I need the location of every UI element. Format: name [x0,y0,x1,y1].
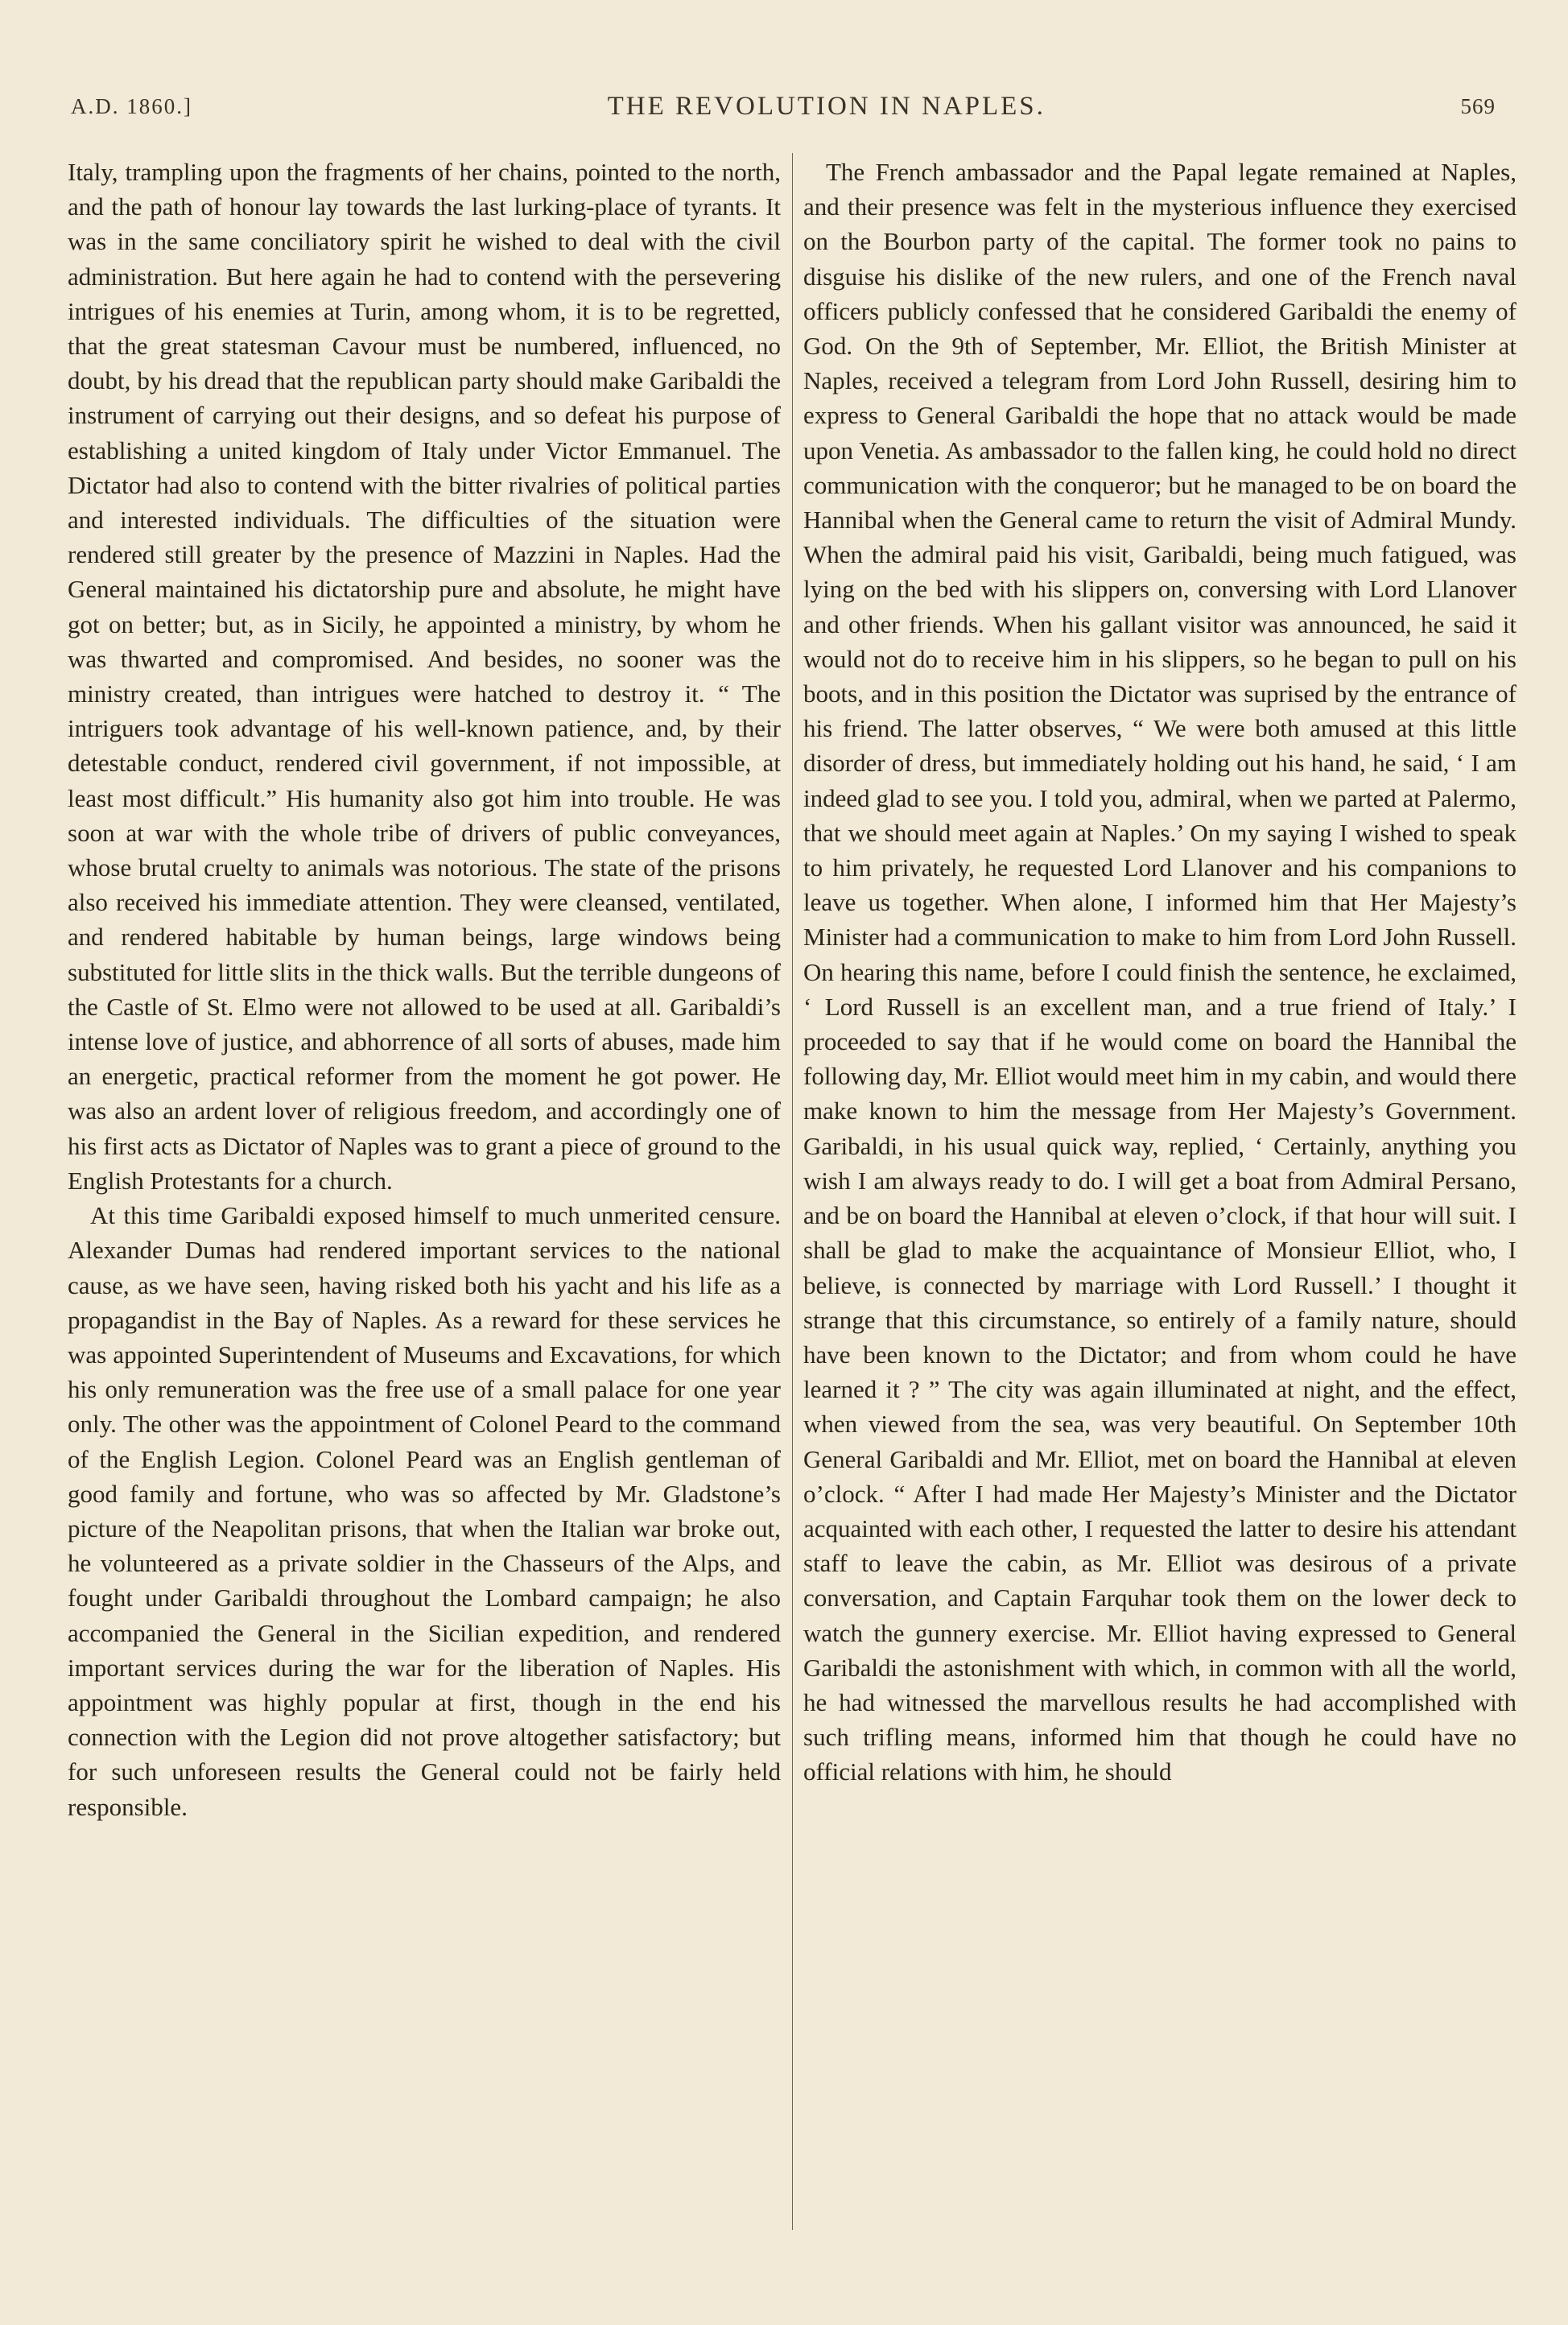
column-divider [792,153,793,2230]
right-column [803,155,1516,1790]
left-paragraph-2: At this time Garibaldi exposed himself to much unmerited censure. Alexander Dumas had rendered important services to the national cause, as we have seen, having risked both his yacht and his life as a propagandist in the Bay of Naples. As a reward for these services he was appointed Superintendent of Museums and Excavations, for which his only remuneration was the free use of a small palace for one year only. The other was the appointment of Colonel Peard to the command of the English Legion. Colonel Peard was an English gentleman of good family and fortune, who was so affected by Mr. Gladstone’s picture of the Neapolitan prisons, that when the Italian war broke out, he volunteered as a private soldier in the Chasseurs of the Alps, and fought under Garibaldi throughout the Lombard campaign; he also accompanied the General in the Sicilian expedition, and rendered important services during the war for the liberation of Naples. His appointment was highly popular at first, though in the end his connection with the Legion did not prove altogether satisfactory; but for such unforeseen results the General could not be fairly held responsible. [68,1201,781,1821]
page-number: 569 [1460,93,1496,118]
left-paragraph-1: Italy, trampling upon the fragments of her chains, pointed to the north, and the path of honour lay towards the last lurking-place of tyrants. It was in the same conciliatory spirit he wished to deal with the civil administration. But here again he had to contend with the persevering intrigues of his enemies at Turin, among whom, it is to be regretted, that the great statesman Cavour must be numbered, influenced, no doubt, by his dread that the republican party should make Garibaldi the instrument of carrying out their designs, and so defeat his purpose of establishing a united kingdom of Italy under Victor Emmanuel. The Dictator had also to contend with the bitter rivalries of political parties and interested individuals. The difficulties of the situation were rendered still greater by the presence of Mazzini in Naples. Had the General maintained his dictatorship pure and absolute, he might have got on better; but, as in Sicily, he appointed a ministry, by whom he was thwarted and compromised. And besides, no sooner was the ministry created, than intrigues were hatched to destroy it. “ The intriguers took advantage of his well-known patience, and, by their detestable conduct, rendered civil government, if not impossible, at least most difficult.” His humanity also got him into trouble. He was soon at war with the whole tribe of drivers of public conveyances, whose brutal cruelty to animals was notorious. The state of the prisons also received his immediate attention. They were cleansed, ventilated, and rendered habitable by human beings, large windows being substituted for little slits in the thick walls. But the terrible dungeons of the Castle of St. Elmo were not allowed to be used at all. Garibaldi’s intense love of justice, and abhorrence of all sorts of abuses, made him an energetic, practical reformer from the moment he got power. He was also an ardent lover of religious freedom, and accordingly one of his first acts as Dictator of Naples was to grant a piece of ground to the English Protestants for a church. [68,158,781,1195]
header-title: THE REVOLUTION IN NAPLES. [607,91,1046,121]
header-date: A.D. 1860.] [71,93,192,118]
running-head [71,87,1496,126]
right-paragraph-1: The French ambassador and the Papal legate remained at Naples, and their presence was felt in the mysterious influence they exercised on the Bourbon party of the capital. The former took no pains to disguise his dislike of the new rulers, and one of the French naval officers publicly confessed that he considered Garibaldi the enemy of God. On the 9th of September, Mr. Elliot, the British Minister at Naples, received a telegram from Lord John Russell, desiring him to express to General Garibaldi the hope that no attack would be made upon Venetia. As ambassador to the fallen king, he could hold no direct communication with the conqueror; but he managed to be on board the Hannibal when the General came to return the visit of Admiral Mundy. When the admiral paid his visit, Garibaldi, being much fatigued, was lying on the bed with his slippers on, conversing with Lord Llanover and other friends. When his gallant visitor was announced, he said it would not do to receive him in his slippers, so he began to pull on his boots, and in this position the Dictator was suprised by the entrance of his friend. The latter observes, “ We were both amused at this little disorder of dress, but immediately holding out his hand, he said, ‘ I am indeed glad to see you. I told you, admiral, when we parted at Palermo, that we should meet again at Naples.’ On my saying I wished to speak to him privately, he requested Lord Llanover and his companions to leave us together. When alone, I informed him that Her Majesty’s Minister had a communication to make to him from Lord John Russell. On hearing this name, before I could finish the sentence, he exclaimed, ‘ Lord Russell is an excellent man, and a true friend of Italy.’ I proceeded to say that if he would come on board the Hannibal the following day, Mr. Elliot would meet him in my cabin, and would there make known to him the message from Her Majesty’s Government. Garibaldi, in his usual quick way, replied, ‘ Certainly, anything you wish I am always ready to do. I will get a boat from Admiral Persano, and be on board the Hannibal at eleven o’clock, if that hour will suit. I shall be glad to make the acquaintance of Monsieur Elliot, who, I believe, is connected by marriage with Lord Russell.’ I thought it strange that this circumstance, so entirely of a family nature, should have been known to the Dictator; and from whom could he have learned it ? ” The city was again illuminated at night, and the effect, when viewed from the sea, was very beautiful. On September 10th General Garibaldi and Mr. Elliot, met on board the Hannibal at eleven o’clock. “ After I had made Her Majesty’s Minister and the Dictator acquainted with each other, I requested the latter to desire his attendant staff to leave the cabin, as Mr. Elliot was desirous of a private conversation, and Captain Farquhar took them on the lower deck to watch the gunnery exercise. Mr. Elliot having expressed to General Garibaldi the astonishment with which, in common with all the world, he had witnessed the marvellous results he had accomplished with such trifling means, informed him that though he could have no official relations with him, he should [803,158,1516,1786]
left-column [68,155,781,1824]
